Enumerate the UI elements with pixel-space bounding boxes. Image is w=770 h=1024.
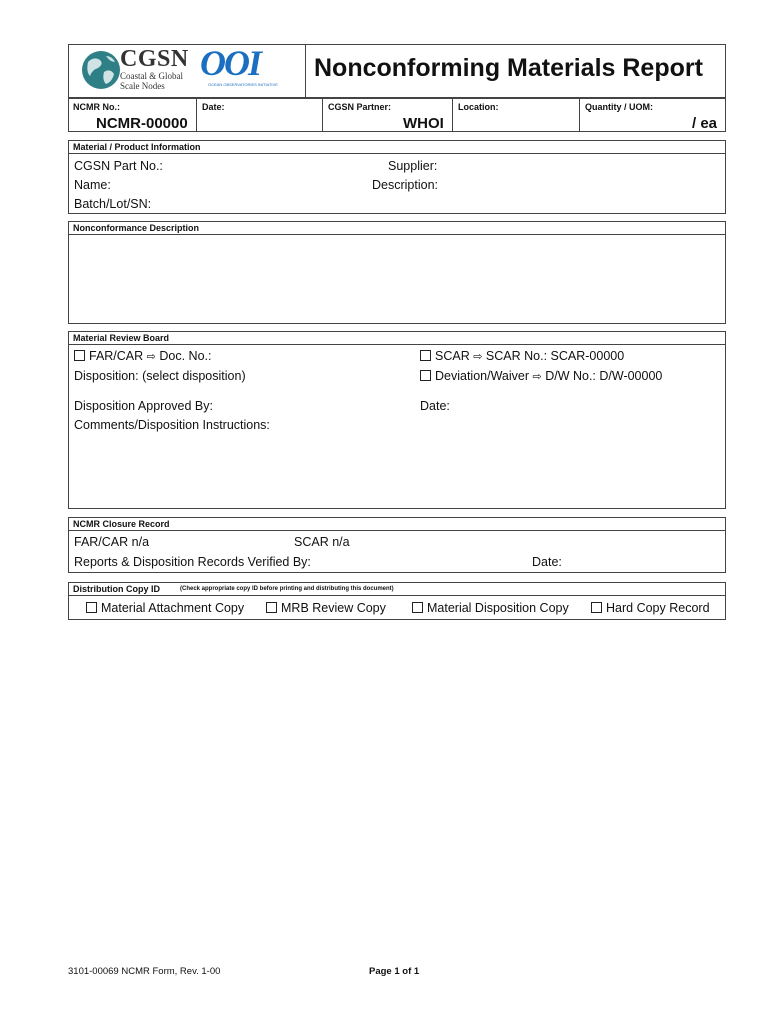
page-title: Nonconforming Materials Report xyxy=(314,54,703,82)
partner-value[interactable]: WHOI xyxy=(403,115,444,132)
mrb-date-label: Date: xyxy=(420,399,450,413)
mrb-heading: Material Review Board xyxy=(73,333,170,343)
distribution-heading-line xyxy=(68,595,726,596)
closure-scar-value: SCAR n/a xyxy=(294,535,350,549)
doc-no-label: Doc. No.: xyxy=(159,349,212,363)
verified-by-label: Reports & Disposition Records Verified By: xyxy=(74,555,311,569)
info-divider-2 xyxy=(322,98,323,132)
footer-form-id: 3101-00069 NCMR Form, Rev. 1-00 xyxy=(68,966,221,977)
distribution-heading: Distribution Copy ID xyxy=(73,584,160,594)
location-field[interactable] xyxy=(456,112,575,130)
closure-far-car-value: FAR/CAR n/a xyxy=(74,535,150,549)
ncmr-no-value[interactable]: NCMR-00000 xyxy=(96,115,188,132)
header-divider xyxy=(305,44,306,98)
batch-label: Batch/Lot/SN: xyxy=(74,197,152,211)
ooi-logo-text: OOI xyxy=(200,43,261,83)
disposition-select[interactable]: Disposition: (select disposition) xyxy=(74,369,246,383)
far-car-label: FAR/CAR xyxy=(89,349,144,363)
comments-label: Comments/Disposition Instructions: xyxy=(74,418,270,432)
info-divider-4 xyxy=(579,98,580,132)
nonconformance-heading: Nonconformance Description xyxy=(73,223,200,233)
copy-option-material-disposition[interactable] xyxy=(412,601,569,615)
info-divider-1 xyxy=(196,98,197,132)
closure-heading-line xyxy=(68,530,726,531)
quantity-label: Quantity / UOM: xyxy=(585,102,653,112)
checkbox[interactable] xyxy=(412,602,423,613)
copy-option-mrb-review[interactable] xyxy=(266,601,386,615)
copy-option-hard-copy[interactable] xyxy=(591,601,710,615)
far-car-row xyxy=(74,349,211,363)
deviation-label: Deviation/Waiver xyxy=(435,369,530,383)
closure-heading: NCMR Closure Record xyxy=(73,519,170,529)
material-heading: Material / Product Information xyxy=(73,142,201,152)
scar-no-label: SCAR No.: SCAR-00000 xyxy=(485,349,625,363)
ncmr-no-label: NCMR No.: xyxy=(73,102,120,112)
copy-option-label: Material Attachment Copy xyxy=(101,601,245,615)
comments-textarea[interactable] xyxy=(70,436,724,506)
copy-option-label: Material Disposition Copy xyxy=(427,601,569,615)
scar-checkbox[interactable] xyxy=(420,350,431,361)
copy-option-material-attachment[interactable] xyxy=(86,601,244,615)
footer-page-number: Page 1 of 1 xyxy=(369,966,420,977)
dw-no-label: D/W No.: D/W-00000 xyxy=(545,369,663,383)
description-label: Description: xyxy=(372,178,438,192)
date-field[interactable] xyxy=(200,112,318,130)
approved-by-label: Disposition Approved By: xyxy=(74,399,213,413)
arrow-right-icon: ⇨ xyxy=(532,371,542,383)
copy-option-label: MRB Review Copy xyxy=(281,601,386,615)
scar-label: SCAR xyxy=(435,349,470,363)
material-heading-line xyxy=(68,153,726,154)
ooi-logo-sub: OCEAN OBSERVATORIES INITIATIVE xyxy=(208,82,278,87)
closure-date-label: Date: xyxy=(532,555,562,569)
far-car-checkbox[interactable] xyxy=(74,350,85,361)
distribution-note: (Check appropriate copy ID before printing and distributing this document) xyxy=(180,586,394,592)
scar-row xyxy=(420,349,624,363)
ooi-logo xyxy=(198,43,284,92)
checkbox[interactable] xyxy=(266,602,277,613)
date-label: Date: xyxy=(202,102,225,112)
copy-option-label: Hard Copy Record xyxy=(606,601,710,615)
cgsn-logo-sub2: Scale Nodes xyxy=(120,81,165,91)
nonconformance-heading-line xyxy=(68,234,726,235)
location-label: Location: xyxy=(458,102,499,112)
quantity-value[interactable]: / ea xyxy=(692,115,718,132)
cgsn-logo-text: CGSN xyxy=(120,46,189,72)
part-no-label: CGSN Part No.: xyxy=(74,159,163,173)
mrb-heading-line xyxy=(68,344,726,345)
deviation-checkbox[interactable] xyxy=(420,370,431,381)
globe-icon xyxy=(80,48,122,92)
partner-label: CGSN Partner: xyxy=(328,102,392,112)
name-label: Name: xyxy=(74,178,111,192)
checkbox[interactable] xyxy=(86,602,97,613)
supplier-label: Supplier: xyxy=(388,159,438,173)
cgsn-logo-sub1: Coastal & Global xyxy=(120,71,183,81)
cgsn-logo xyxy=(80,46,192,96)
deviation-row xyxy=(420,369,662,383)
arrow-right-icon: ⇨ xyxy=(473,351,483,363)
info-divider-3 xyxy=(452,98,453,132)
arrow-right-icon: ⇨ xyxy=(146,351,156,363)
checkbox[interactable] xyxy=(591,602,602,613)
nonconformance-textarea[interactable] xyxy=(70,236,724,322)
